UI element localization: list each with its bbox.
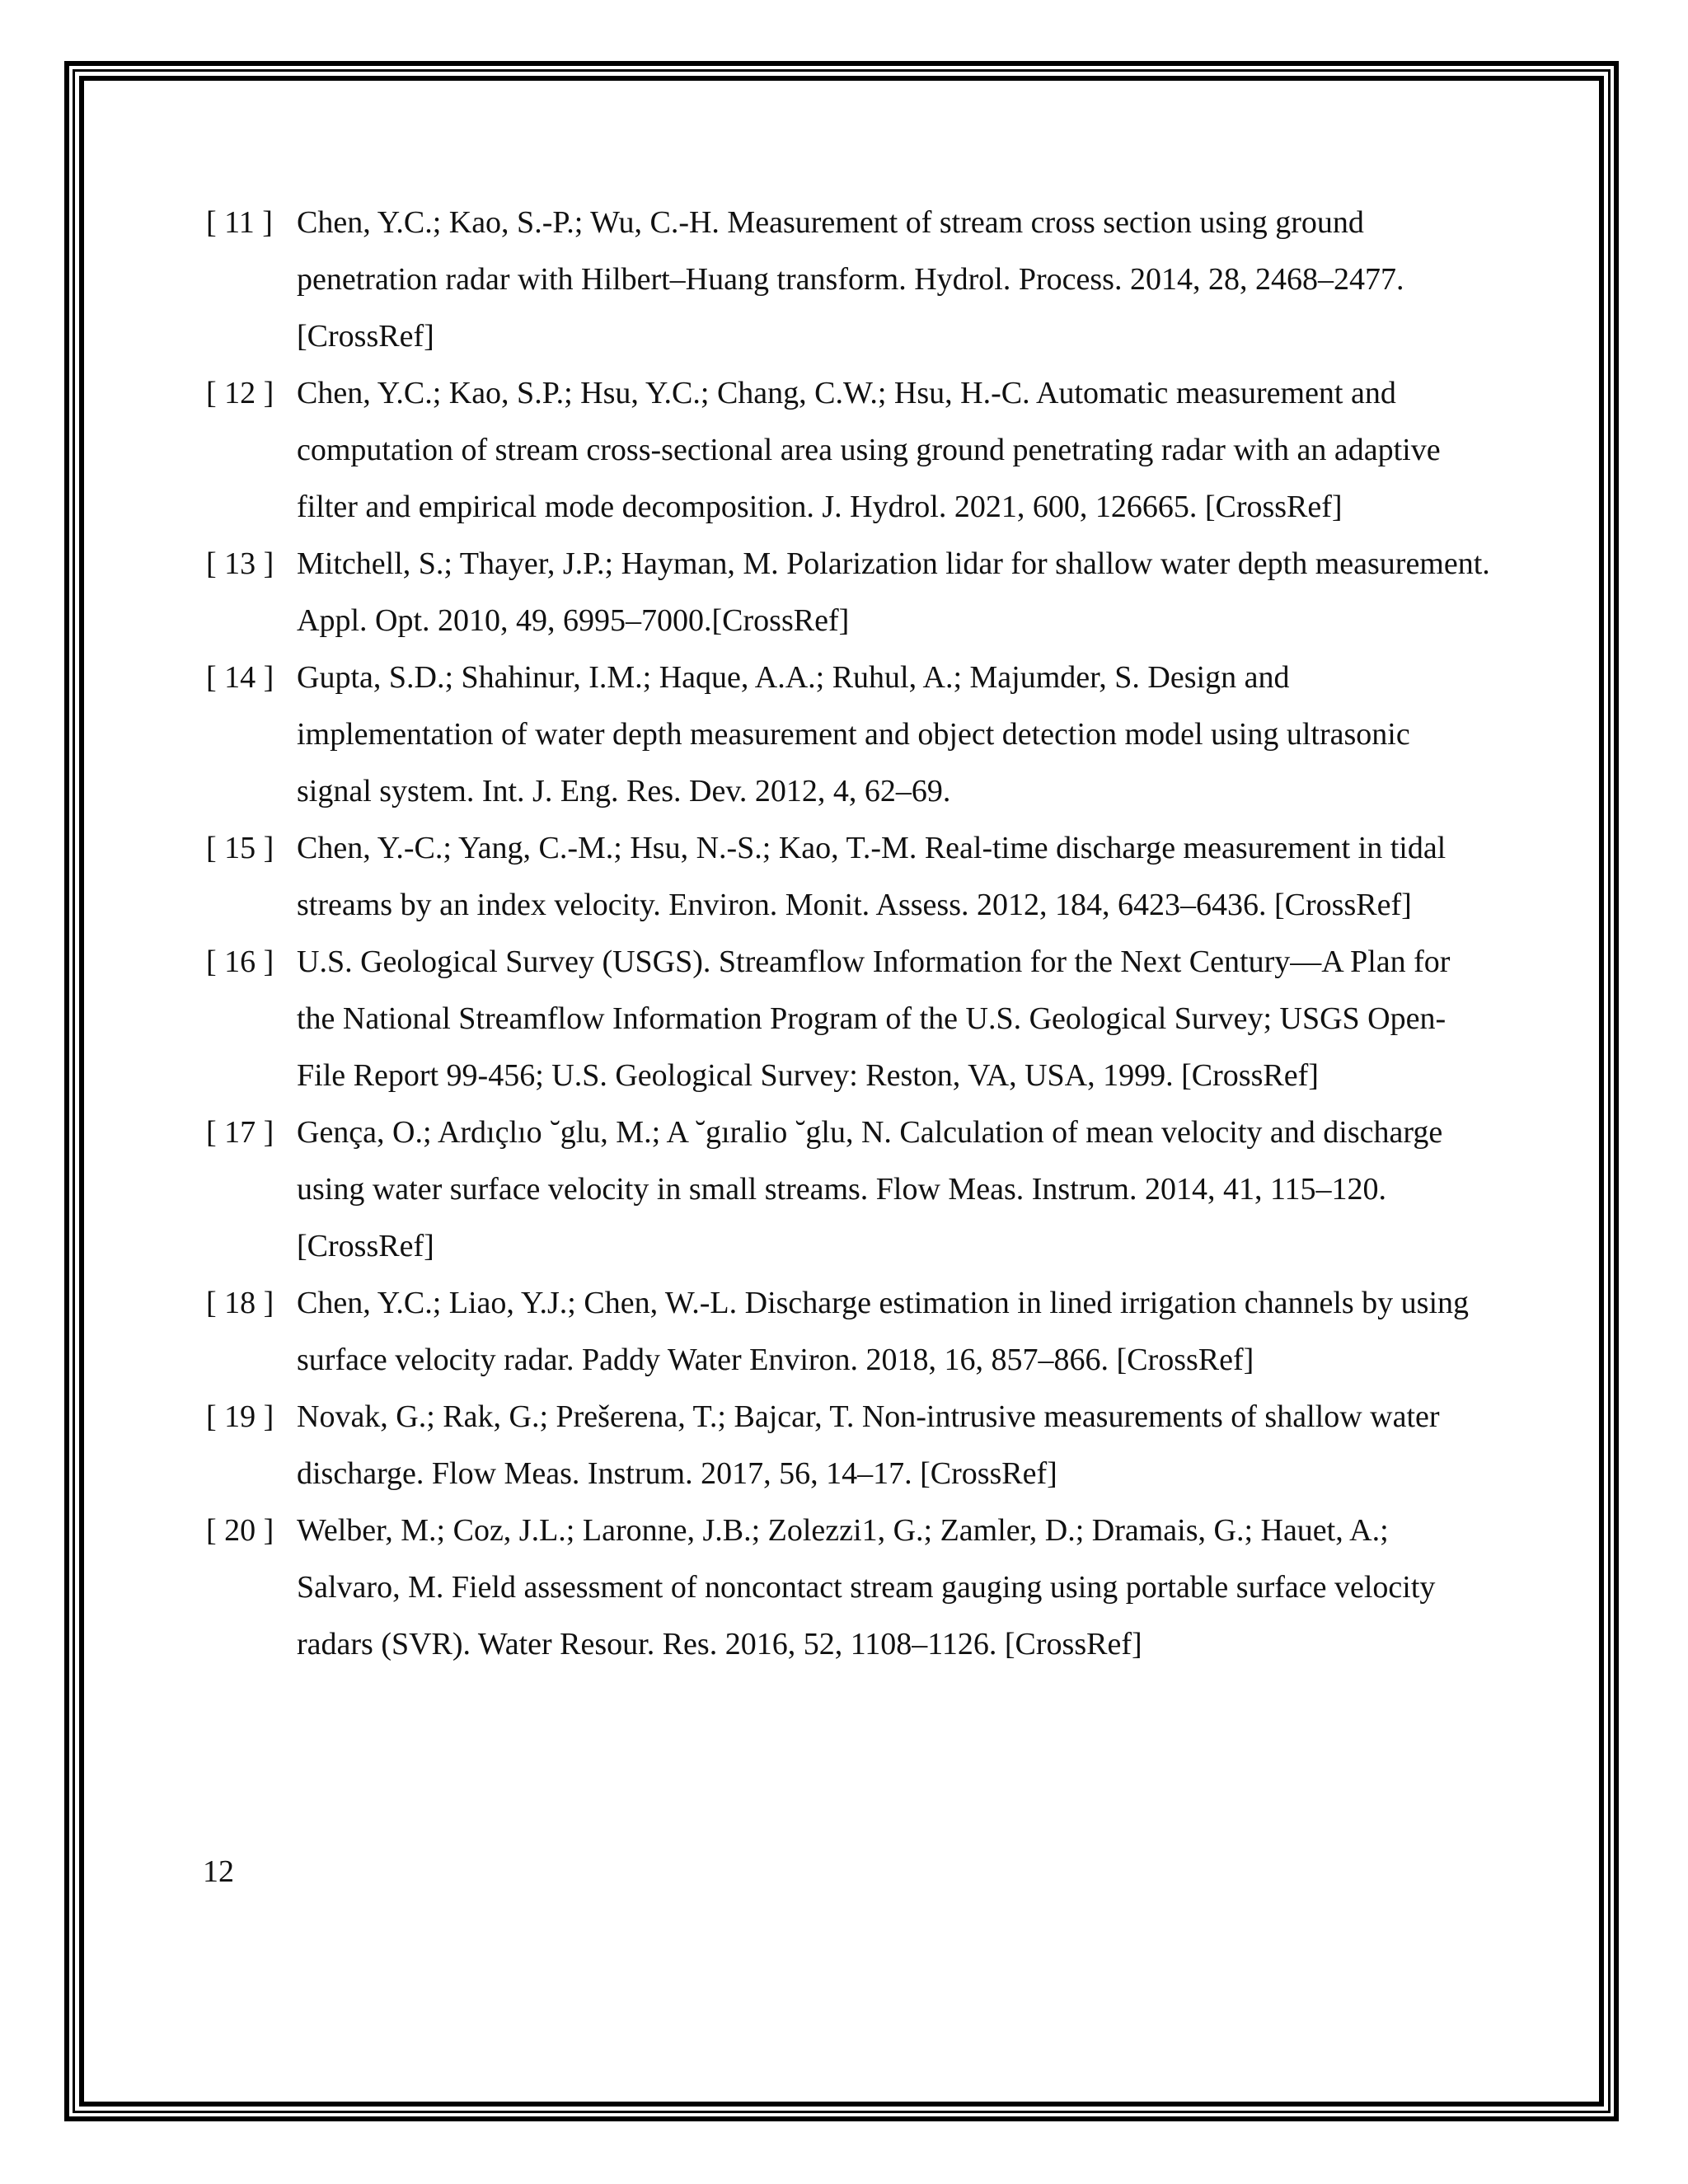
reference-number: [ 12 ] <box>206 376 274 410</box>
reference-text: Mitchell, S.; Thayer, J.P.; Hayman, M. Polarization lidar for shallow water depth measurement. Appl. Opt. 2010, 49, 6995–7000.[CrossRef] <box>297 546 1490 638</box>
reference-text: Gupta, S.D.; Shahinur, I.M.; Haque, A.A.; Ruhul, A.; Majumder, S. Design and implementation of water depth measurement and object detection model using ultrasonic signal system. Int. J. Eng. Res. Dev. 2012, 4, 62–69. <box>297 660 1410 808</box>
reference-number: [ 16 ] <box>206 944 274 979</box>
reference-item <box>206 194 1492 365</box>
reference-item <box>206 649 1492 820</box>
reference-text: U.S. Geological Survey (USGS). Streamflow Information for the Next Century—A Plan for the National Streamflow Information Program of the U.S. Geological Survey; USGS Open-File Report 99-456; U.S. Geological Survey: Reston, VA, USA, 1999. [CrossRef] <box>297 944 1451 1093</box>
reference-number: [ 11 ] <box>206 205 273 240</box>
reference-number: [ 20 ] <box>206 1513 274 1548</box>
reference-number: [ 13 ] <box>206 546 274 581</box>
reference-number: [ 19 ] <box>206 1399 274 1434</box>
reference-item <box>206 1275 1492 1389</box>
reference-text: Chen, Y.C.; Liao, Y.J.; Chen, W.-L. Discharge estimation in lined irrigation channels by using surface velocity radar. Paddy Water Environ. 2018, 16, 857–866. [CrossRef] <box>297 1286 1470 1377</box>
reference-item <box>206 934 1492 1104</box>
page-number: 12 <box>203 1854 234 1889</box>
reference-item <box>206 820 1492 934</box>
reference-item <box>206 1104 1492 1275</box>
reference-text: Novak, G.; Rak, G.; Prešerena, T.; Bajcar, T. Non-intrusive measurements of shallow water discharge. Flow Meas. Instrum. 2017, 56, 14–17. [CrossRef] <box>297 1399 1440 1491</box>
reference-text: Chen, Y.C.; Kao, S.P.; Hsu, Y.C.; Chang, C.W.; Hsu, H.-C. Automatic measurement and computation of stream cross-sectional area using ground penetrating radar with an adaptive filter and empirical mode decomposition. J. Hydrol. 2021, 600, 126665. [CrossRef] <box>297 376 1441 524</box>
reference-text: Gença, O.; Ardıçlıo ˘glu, M.; A ˘gıralio ˘glu, N. Calculation of mean velocity and discharge using water surface velocity in small streams. Flow Meas. Instrum. 2014, 41, 115–120. [CrossRef] <box>297 1115 1443 1263</box>
reference-item <box>206 365 1492 536</box>
reference-text: Chen, Y.-C.; Yang, C.-M.; Hsu, N.-S.; Kao, T.-M. Real-time discharge measurement in tidal streams by an index velocity. Environ. Monit. Assess. 2012, 184, 6423–6436. [CrossRef] <box>297 831 1447 922</box>
reference-number: [ 18 ] <box>206 1286 274 1320</box>
reference-item <box>206 536 1492 649</box>
reference-text: Welber, M.; Coz, J.L.; Laronne, J.B.; Zolezzi1, G.; Zamler, D.; Dramais, G.; Hauet, A.; Salvaro, M. Field assessment of noncontact stream gauging using portable surface velocity radars (SVR). Water Resour. Res. 2016, 52, 1108–1126. [CrossRef] <box>297 1513 1436 1661</box>
reference-number: [ 15 ] <box>206 831 274 865</box>
reference-item <box>206 1389 1492 1502</box>
reference-list <box>206 194 1492 1673</box>
reference-number: [ 17 ] <box>206 1115 274 1150</box>
reference-number: [ 14 ] <box>206 660 274 695</box>
reference-item <box>206 1502 1492 1673</box>
reference-text: Chen, Y.C.; Kao, S.-P.; Wu, C.-H. Measurement of stream cross section using ground penetration radar with Hilbert–Huang transform. Hydrol. Process. 2014, 28, 2468–2477. [CrossRef] <box>297 205 1404 354</box>
